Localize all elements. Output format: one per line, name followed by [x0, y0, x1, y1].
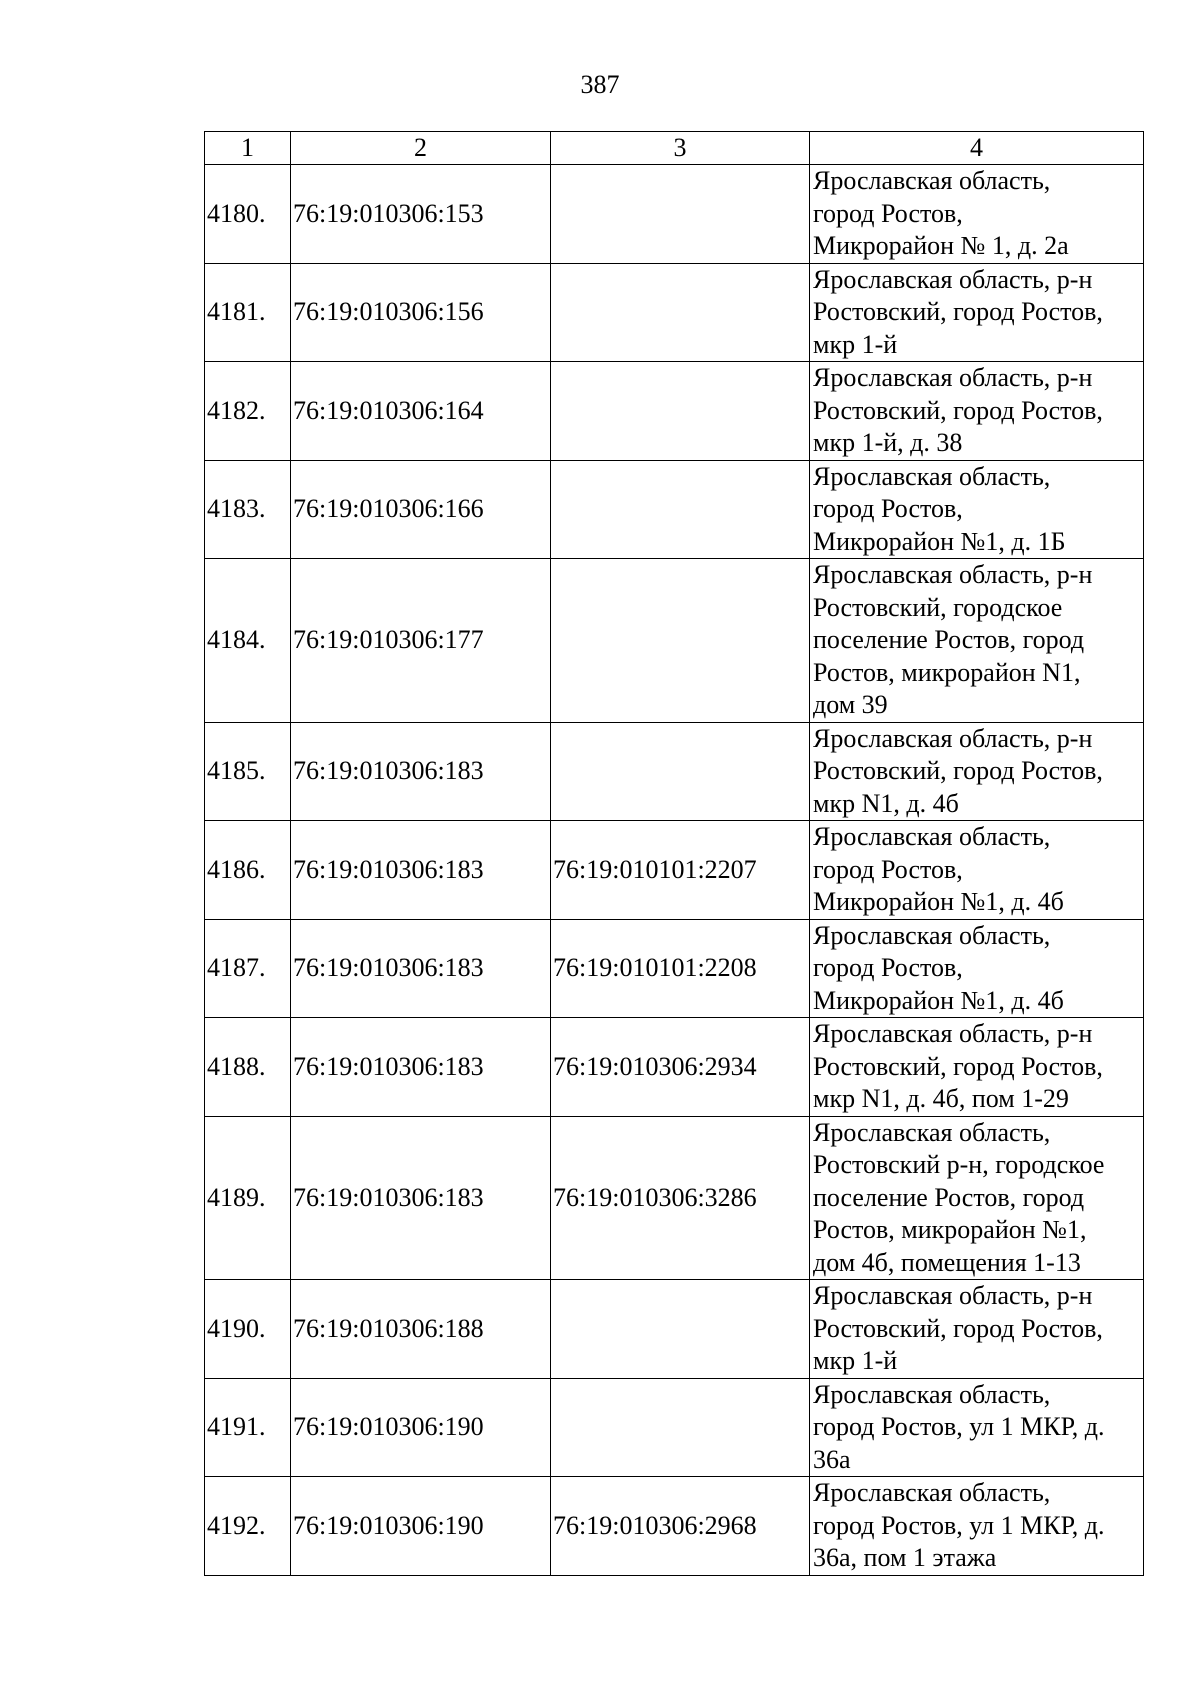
address-cell: Ярославская область, р-н Ростовский, город Ростов, мкр 1-й — [810, 1280, 1144, 1379]
cadastral-number-cell: 76:19:010306:188 — [291, 1280, 551, 1379]
table-row — [205, 1280, 1144, 1379]
sub-object-number-cell — [551, 722, 810, 821]
cadastral-number-cell: 76:19:010306:164 — [291, 362, 551, 461]
row-number-cell: 4185. — [205, 722, 291, 821]
row-number-cell: 4186. — [205, 821, 291, 920]
row-number-cell: 4181. — [205, 263, 291, 362]
cadastral-number-cell: 76:19:010306:183 — [291, 919, 551, 1018]
address-cell: Ярославская область, город Ростов, Микрорайон № 1, д. 2а — [810, 165, 1144, 264]
table-header — [205, 132, 1144, 165]
sub-object-number-cell — [551, 263, 810, 362]
table-row — [205, 722, 1144, 821]
sub-object-number-cell — [551, 1378, 810, 1477]
row-number-cell: 4182. — [205, 362, 291, 461]
row-number-cell: 4188. — [205, 1018, 291, 1117]
row-number-cell: 4183. — [205, 460, 291, 559]
cadastral-number-cell: 76:19:010306:166 — [291, 460, 551, 559]
table-row — [205, 362, 1144, 461]
header-cell-address: 4 — [810, 132, 1144, 165]
cadastral-number-cell: 76:19:010306:183 — [291, 1116, 551, 1280]
sub-object-number-cell — [551, 362, 810, 461]
cadastral-number-cell: 76:19:010306:190 — [291, 1378, 551, 1477]
table-row — [205, 263, 1144, 362]
cadastral-number-cell: 76:19:010306:156 — [291, 263, 551, 362]
row-number-cell: 4191. — [205, 1378, 291, 1477]
sub-object-number-cell — [551, 559, 810, 723]
table-row — [205, 1018, 1144, 1117]
address-cell: Ярославская область, город Ростов, Микрорайон №1, д. 4б — [810, 919, 1144, 1018]
cadastral-number-cell: 76:19:010306:153 — [291, 165, 551, 264]
address-cell: Ярославская область, город Ростов, Микрорайон №1, д. 1Б — [810, 460, 1144, 559]
table-row — [205, 821, 1144, 920]
row-number-cell: 4180. — [205, 165, 291, 264]
table-body — [205, 165, 1144, 1576]
sub-object-number-cell — [551, 460, 810, 559]
table-row — [205, 165, 1144, 264]
header-cell-cadastral: 2 — [291, 132, 551, 165]
sub-object-number-cell — [551, 1280, 810, 1379]
table-row — [205, 1378, 1144, 1477]
table-row — [205, 1116, 1144, 1280]
page-number: 387 — [580, 70, 620, 99]
cadastral-number-cell: 76:19:010306:177 — [291, 559, 551, 723]
row-number-cell: 4190. — [205, 1280, 291, 1379]
address-cell: Ярославская область, р-н Ростовский, город Ростов, мкр N1, д. 4б, пом 1-29 — [810, 1018, 1144, 1117]
row-number-cell: 4189. — [205, 1116, 291, 1280]
table-row — [205, 1477, 1144, 1576]
address-cell: Ярославская область, Ростовский р-н, городское поселение Ростов, город Ростов, микрорайон №1, дом 4б, помещения 1-13 — [810, 1116, 1144, 1280]
registry-table — [204, 131, 1144, 1576]
sub-object-number-cell: 76:19:010101:2207 — [551, 821, 810, 920]
sub-object-number-cell: 76:19:010306:2968 — [551, 1477, 810, 1576]
address-cell: Ярославская область, р-н Ростовский, город Ростов, мкр N1, д. 4б — [810, 722, 1144, 821]
header-cell-number: 1 — [205, 132, 291, 165]
address-cell: Ярославская область, р-н Ростовский, город Ростов, мкр 1-й — [810, 263, 1144, 362]
row-number-cell: 4187. — [205, 919, 291, 1018]
address-cell: Ярославская область, город Ростов, ул 1 МКР, д. 36а — [810, 1378, 1144, 1477]
cadastral-number-cell: 76:19:010306:183 — [291, 1018, 551, 1117]
table-row — [205, 460, 1144, 559]
cadastral-number-cell: 76:19:010306:183 — [291, 722, 551, 821]
sub-object-number-cell: 76:19:010101:2208 — [551, 919, 810, 1018]
address-cell: Ярославская область, город Ростов, Микрорайон №1, д. 4б — [810, 821, 1144, 920]
table-row — [205, 559, 1144, 723]
address-cell: Ярославская область, р-н Ростовский, городское поселение Ростов, город Ростов, микрорайон N1, дом 39 — [810, 559, 1144, 723]
header-cell-sub-object: 3 — [551, 132, 810, 165]
row-number-cell: 4192. — [205, 1477, 291, 1576]
cadastral-number-cell: 76:19:010306:190 — [291, 1477, 551, 1576]
cadastral-number-cell: 76:19:010306:183 — [291, 821, 551, 920]
sub-object-number-cell: 76:19:010306:2934 — [551, 1018, 810, 1117]
header-row — [205, 132, 1144, 165]
sub-object-number-cell — [551, 165, 810, 264]
address-cell: Ярославская область, р-н Ростовский, город Ростов, мкр 1-й, д. 38 — [810, 362, 1144, 461]
address-cell: Ярославская область, город Ростов, ул 1 МКР, д. 36а, пом 1 этажа — [810, 1477, 1144, 1576]
sub-object-number-cell: 76:19:010306:3286 — [551, 1116, 810, 1280]
table-row — [205, 919, 1144, 1018]
row-number-cell: 4184. — [205, 559, 291, 723]
